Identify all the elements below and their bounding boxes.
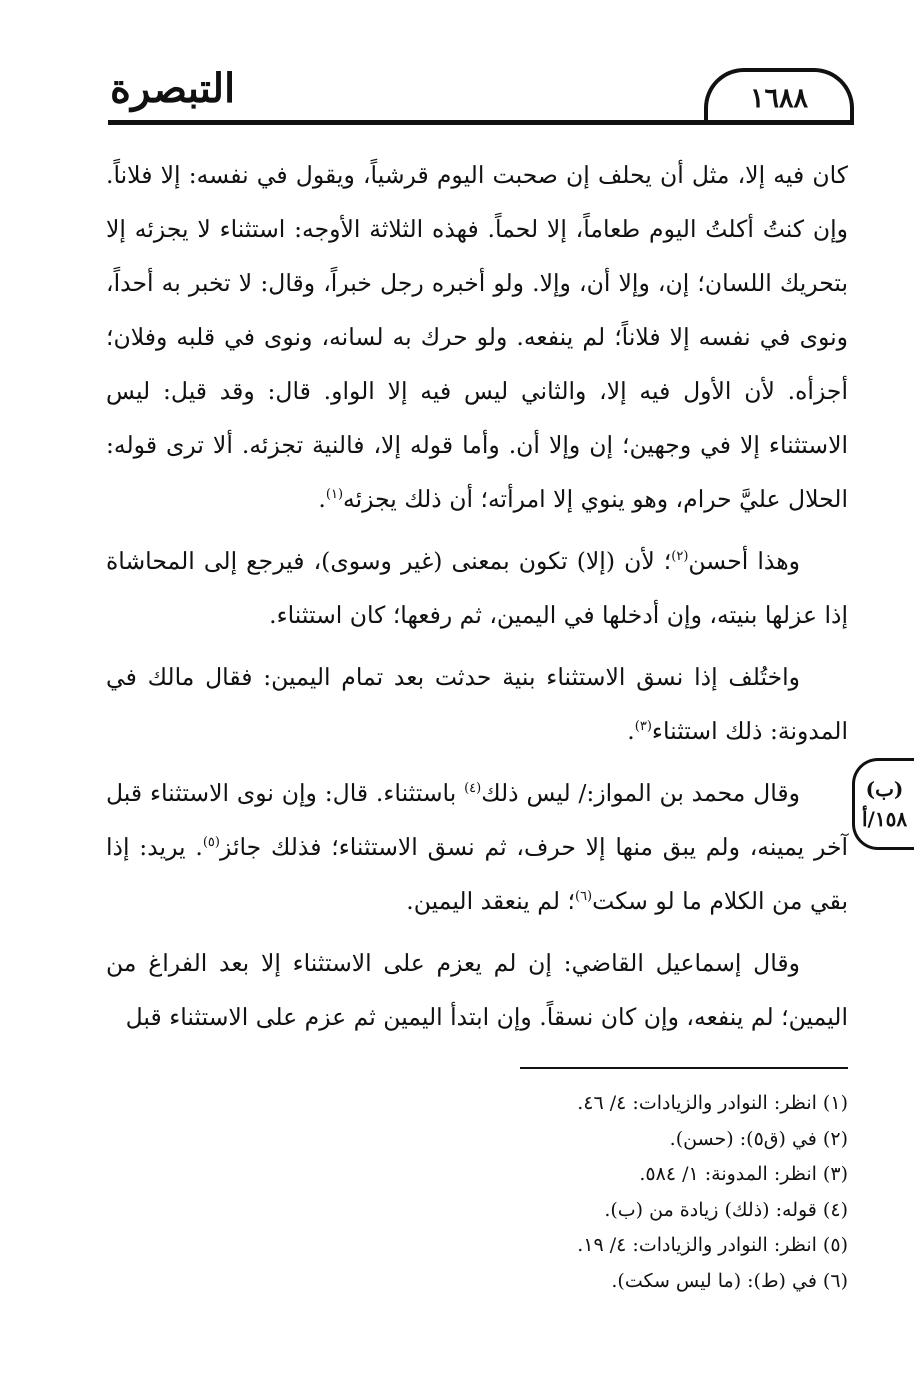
- paragraph-text: وقال إسماعيل القاضي: إن لم يعزم على الاستثناء إلا بعد الفراغ من اليمين؛ لم ينفعه، وإن كان نسقاً. وإن ابتدأ اليمين ثم عزم على الاستثناء قبل: [106, 949, 848, 1031]
- footnote: (٢) في (ق٥): (حسن).: [669, 1127, 848, 1150]
- paragraph-text: وقال محمد بن المواز:/ ليس ذلك: [481, 779, 800, 807]
- manuscript-folio-note: [852, 758, 914, 850]
- folio-manuscript-label: (ب): [865, 777, 904, 801]
- footnote: (٦) في (ط): (ما ليس سكت).: [611, 1269, 848, 1292]
- footnotes: [106, 1086, 848, 1299]
- footnote: (١) انظر: النوادر والزيادات: ٤/ ٤٦.: [577, 1092, 848, 1114]
- footnote-marker[interactable]: (٤): [464, 781, 482, 797]
- paragraph: [106, 766, 848, 928]
- paragraph-text: باستثناء. قال: وإن نوى الاستثناء قبل آخر يمينه، ولم يبق منها إلا حرف، ثم نسق الاستثناء؛ فذلك جائز: [106, 779, 848, 861]
- header-rule: [108, 120, 854, 125]
- footnote: (٣) انظر: المدونة: ١/ ٥٨٤.: [639, 1163, 848, 1185]
- footnote: (٥) انظر: النوادر والزيادات: ٤/ ١٩.: [577, 1234, 848, 1256]
- book-title: التبصرة: [110, 65, 236, 112]
- paragraph-text: ؛ لأن (إلا) تكون بمعنى (غير وسوى)، فيرجع إلى المحاشاة إذا عزلها بنيته، وإن أدخلها في اليمين، ثم رفعها؛ كان استثناء.: [106, 547, 848, 629]
- footnote-marker[interactable]: (٦): [574, 889, 593, 905]
- footnote-marker[interactable]: (٥): [202, 835, 220, 851]
- paragraph: [106, 936, 848, 1044]
- paragraph-text: .: [318, 485, 326, 513]
- paragraph-text: ؛ لم ينعقد اليمين.: [406, 887, 575, 915]
- paragraph-text: وهذا أحسن: [688, 547, 801, 575]
- footnote-marker[interactable]: (٢): [671, 549, 689, 565]
- main-text: [106, 148, 848, 1044]
- paragraph-text: .: [627, 717, 635, 745]
- paragraph-text: واختُلف إذا نسق الاستثناء بنية حدثت بعد تمام اليمين: فقال مالك في المدونة: ذلك استثناء: [106, 663, 848, 745]
- page-header: [108, 58, 854, 128]
- footnote-marker[interactable]: (١): [325, 487, 344, 503]
- footnote-marker[interactable]: (٣): [634, 719, 652, 735]
- paragraph-text: . يريد: إذا بقي من الكلام ما لو سكت: [106, 833, 848, 915]
- paragraph: [106, 148, 848, 526]
- paragraph: [106, 534, 848, 642]
- paragraph: [106, 650, 848, 758]
- footnote-separator: [520, 1067, 848, 1069]
- page-number: ١٦٨٨: [704, 68, 854, 124]
- paragraph-text: كان فيه إلا، مثل أن يحلف إن صحبت اليوم قرشياً، ويقول في نفسه: إلا فلاناً. وإن كنتُ أكلتُ اليوم طعاماً، إلا لحماً. فهذه الثلاثة الأوجه: استثناء لا يجزئه إلا بتحريك اللسان؛ إن، وإلا أن، وإلا. ولو أخبره رجل خبراً، وقال: لا تخبر به أحداً، ونوى في نفسه إلا فلاناً؛ لم ينفعه. ولو حرك به لسانه، ونوى في قلبه وفلان؛ أجزأه. لأن الأول فيه إلا، والثاني ليس فيه إلا الواو. قال: وقد قيل: ليس الاستثناء إلا في وجهين؛ إن وإلا أن. وأما قوله إلا، فالنية تجزئه. ألا ترى قوله: الحلال عليَّ حرام، وهو ينوي إلا امرأته؛ أن ذلك يجزئه: [106, 161, 848, 513]
- footnote: (٤) قوله: (ذلك) زيادة من (ب).: [604, 1198, 848, 1221]
- folio-number: ١٥٨/أ: [861, 807, 908, 831]
